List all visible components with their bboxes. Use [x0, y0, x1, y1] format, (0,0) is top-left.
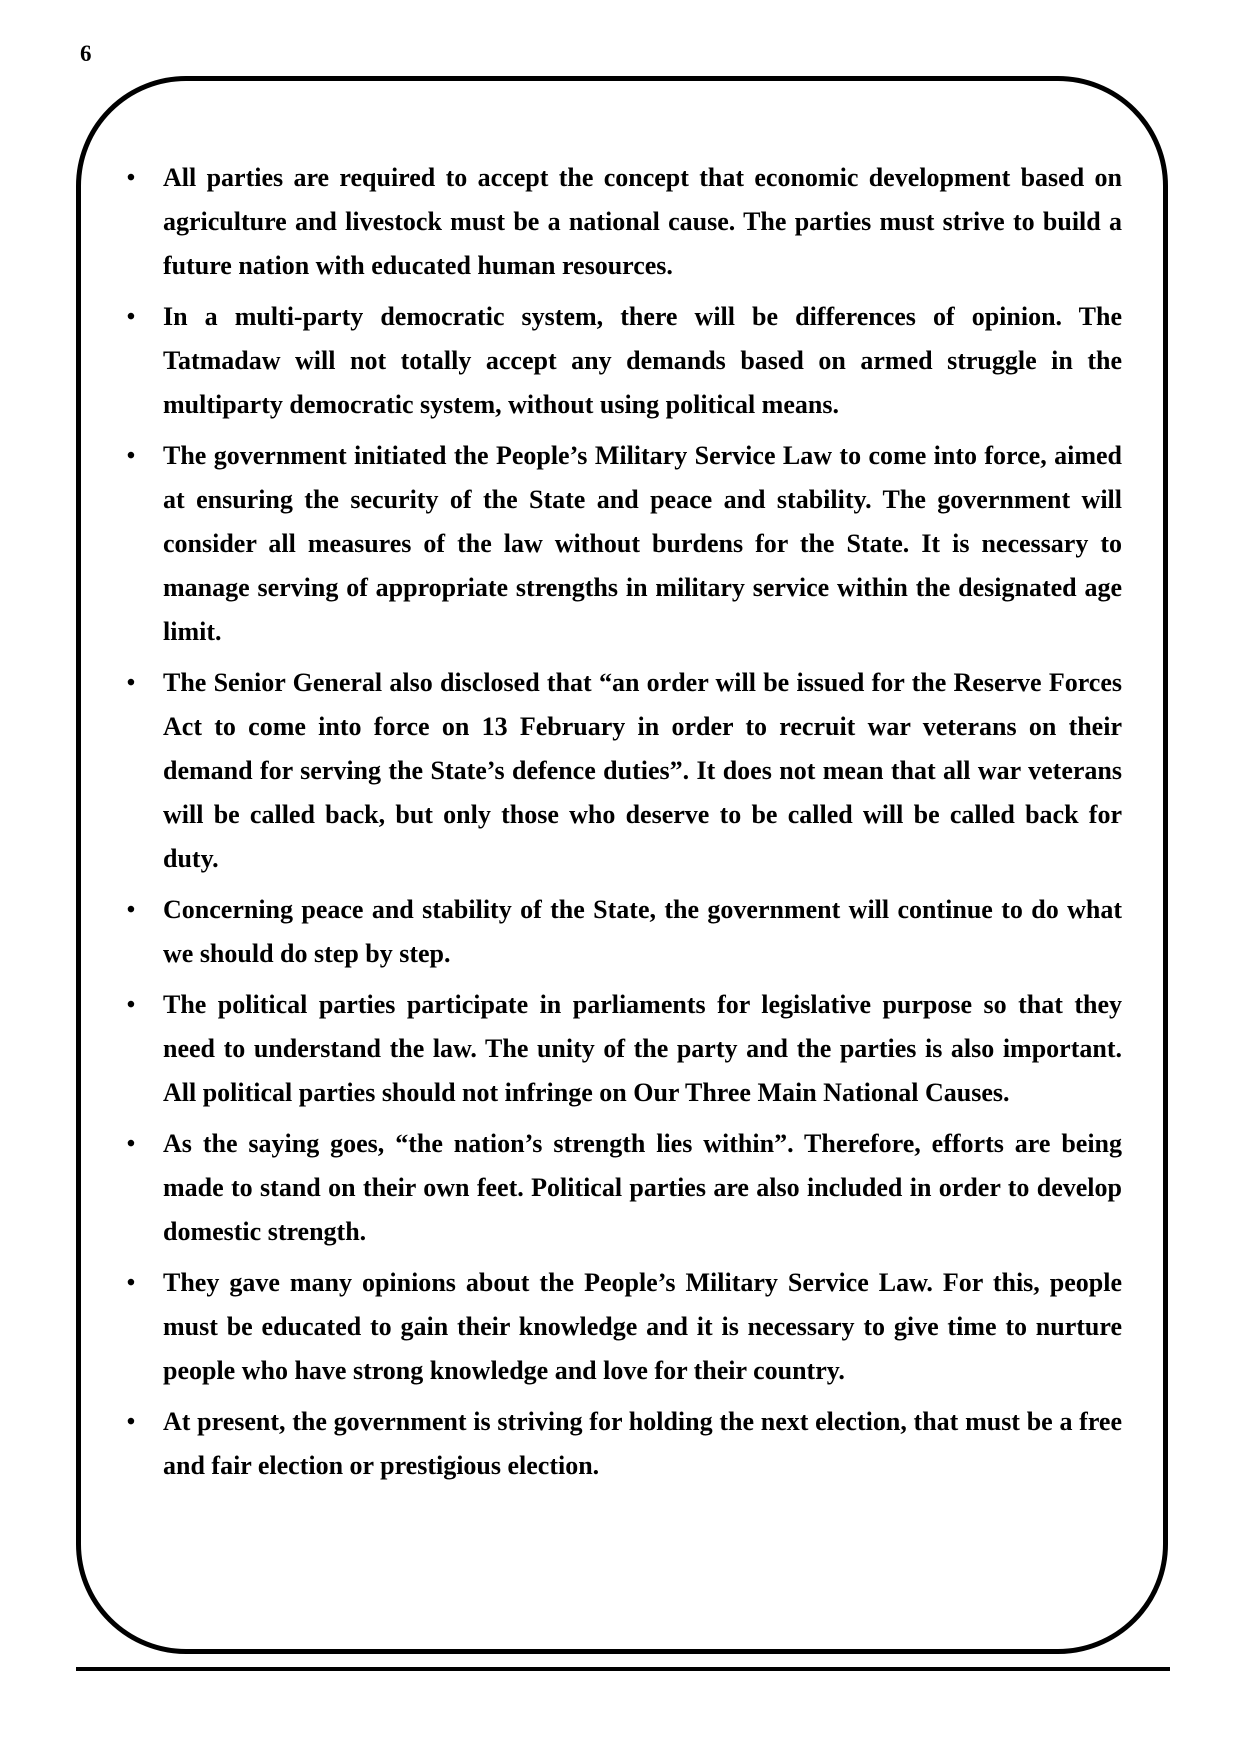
bullet-item	[123, 661, 1122, 881]
bullet-item	[123, 983, 1122, 1115]
bullet-dot-icon: •	[126, 897, 136, 923]
bullet-item	[123, 156, 1122, 288]
bullet-dot-icon: •	[126, 1131, 136, 1157]
bullet-item	[123, 295, 1122, 427]
bullet-item	[123, 1400, 1122, 1488]
bullet-dot-icon: •	[126, 1270, 136, 1296]
bullet-text: All parties are required to accept the concept that economic development based on agriculture and livestock must be a national cause. The parties must strive to build a future nation with educated human resources.	[163, 163, 1122, 280]
bullet-dot-icon: •	[126, 670, 136, 696]
bullet-text: The government initiated the People’s Military Service Law to come into force, aimed at ensuring the security of the State and peace and stability. The government will consider all measures of the law without burdens for the State. It is necessary to manage serving of appropriate strengths in military service within the designated age limit.	[163, 441, 1122, 646]
bottom-rule	[76, 1667, 1170, 1671]
bullet-text: They gave many opinions about the People’s Military Service Law. For this, people must be educated to gain their knowledge and it is necessary to give time to nurture people who have strong knowledge and love for their country.	[163, 1268, 1122, 1385]
bullet-dot-icon: •	[126, 443, 136, 469]
bullet-text: The political parties participate in parliaments for legislative purpose so that they need to understand the law. The unity of the party and the parties is also important. All political parties should not infringe on Our Three Main National Causes.	[163, 990, 1122, 1107]
bullet-text: The Senior General also disclosed that “an order will be issued for the Reserve Forces Act to come into force on 13 February in order to recruit war veterans on their demand for serving the State’s defence duties”. It does not mean that all war veterans will be called back, but only those who deserve to be called will be called back for duty.	[163, 668, 1122, 873]
bullet-item	[123, 434, 1122, 654]
bullet-dot-icon: •	[126, 165, 136, 191]
bullet-item	[123, 1122, 1122, 1254]
bullet-text: At present, the government is striving for holding the next election, that must be a free and fair election or prestigious election.	[163, 1407, 1122, 1480]
bullet-text: In a multi-party democratic system, there will be differences of opinion. The Tatmadaw will not totally accept any demands based on armed struggle in the multiparty democratic system, without using political means.	[163, 302, 1122, 419]
bullet-text: Concerning peace and stability of the State, the government will continue to do what we should do step by step.	[163, 895, 1122, 968]
bullet-item	[123, 1261, 1122, 1393]
bullet-list	[123, 156, 1122, 1495]
bullet-text: As the saying goes, “the nation’s strength lies within”. Therefore, efforts are being made to stand on their own feet. Political parties are also included in order to develop domestic strength.	[163, 1129, 1122, 1246]
bullet-dot-icon: •	[126, 304, 136, 330]
bullet-dot-icon: •	[126, 992, 136, 1018]
page-number: 6	[80, 41, 92, 66]
bullet-item	[123, 888, 1122, 976]
bullet-dot-icon: •	[126, 1409, 136, 1435]
